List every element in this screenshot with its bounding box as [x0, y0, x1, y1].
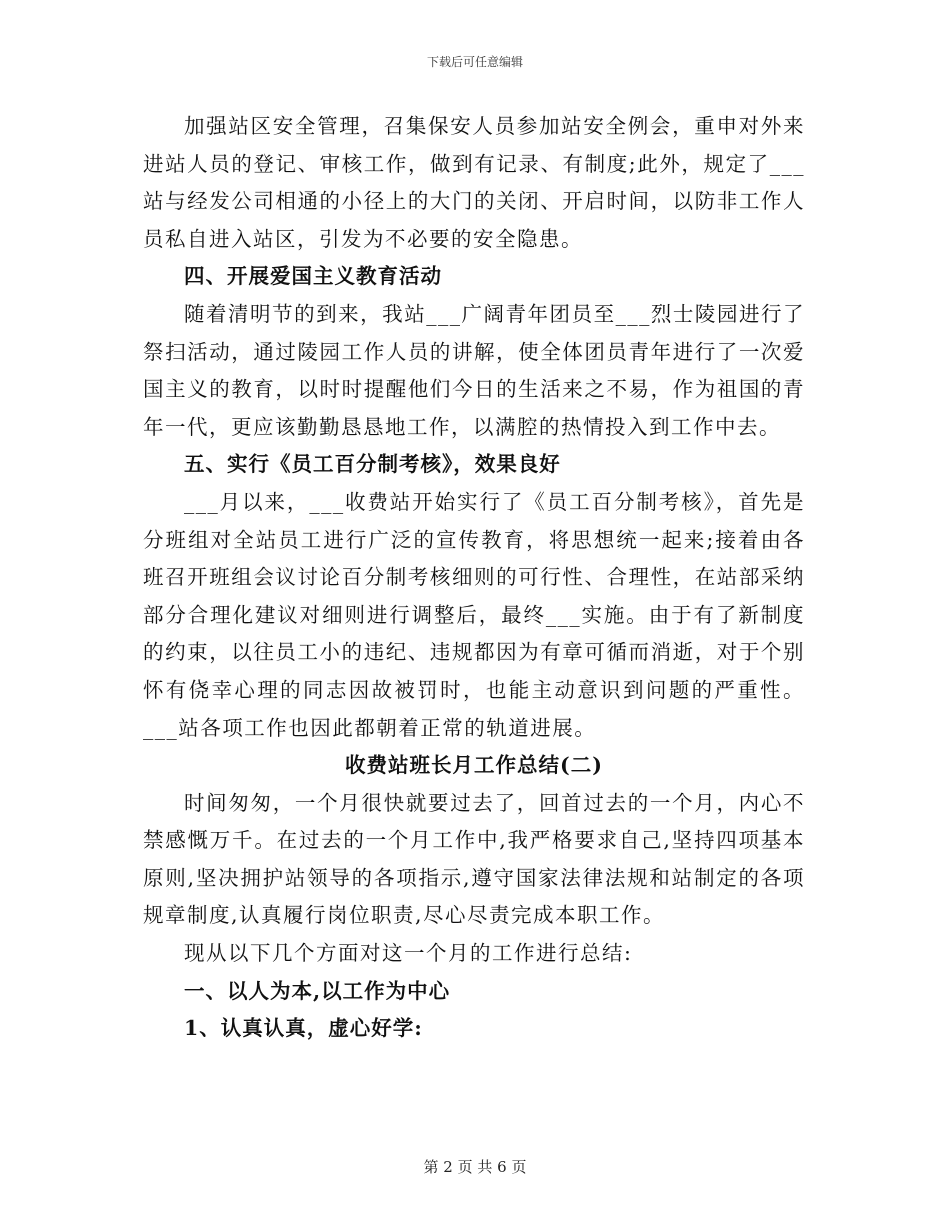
heading-section-5: 五、实行《员工百分制考核》，效果良好	[184, 452, 561, 477]
document-body	[143, 108, 805, 1048]
paragraph-patriotic-education: 随着清明节的到来，我站___广阔青年团员至___烈士陵园进行了祭扫活动，通过陵园工作人员的讲解，使全体团员青年进行了一次爱国主义的教育，以时时提醒他们今日的生活来之不易，作为祖国的青年一代，更应该勤勤恳恳地工作，以满腔的热情投入到工作中去。	[143, 301, 805, 439]
page-number: 第 2 页 共 6 页	[423, 1158, 527, 1176]
heading-part-1-1: 1、认真认真，虚心好学:	[184, 1016, 423, 1041]
page-header-note: 下载后可任意编辑	[426, 55, 523, 69]
paragraph-assessment: ___月以来，___收费站开始实行了《员工百分制考核》，首先是分班组对全站员工进行广泛的宣传教育，将思想统一起来;接着由各班召开班组会议讨论百分制考核细则的可行性、合理性，在站部采纳部分合理化建议对细则进行调整后，最终___实施。由于有了新制度的约束，以往员工小的违纪、违规都因为有章可循而消逝，对于个别怀有侥幸心理的同志因故被罚时，也能主动意识到问题的严重性。___站各项工作也因此都朝着正常的轨道进展。	[143, 489, 805, 740]
heading-part-1: 一、以人为本,以工作为中心	[184, 978, 451, 1003]
document-title-2: 收费站班长月工作总结(二)	[345, 753, 603, 778]
paragraph-summary-lead: 现从以下几个方面对这一个月的工作进行总结:	[184, 941, 633, 966]
heading-section-4: 四、开展爱国主义教育活动	[184, 264, 442, 289]
paragraph-intro: 时间匆匆，一个月很快就要过去了，回首过去的一个月，内心不禁感慨万千。在过去的一个月工作中,我严格要求自己,坚持四项基本原则,坚决拥护站领导的各项指示,遵守国家法律法规和站制定的各项规章制度,认真履行岗位职责,尽心尽责完成本职工作。	[143, 790, 805, 928]
paragraph-security: 加强站区安全管理，召集保安人员参加站安全例会，重申对外来进站人员的登记、审核工作，做到有记录、有制度;此外，规定了___站与经发公司相通的小径上的大门的关闭、开启时间，以防非工作人员私自进入站区，引发为不必要的安全隐患。	[143, 114, 805, 251]
